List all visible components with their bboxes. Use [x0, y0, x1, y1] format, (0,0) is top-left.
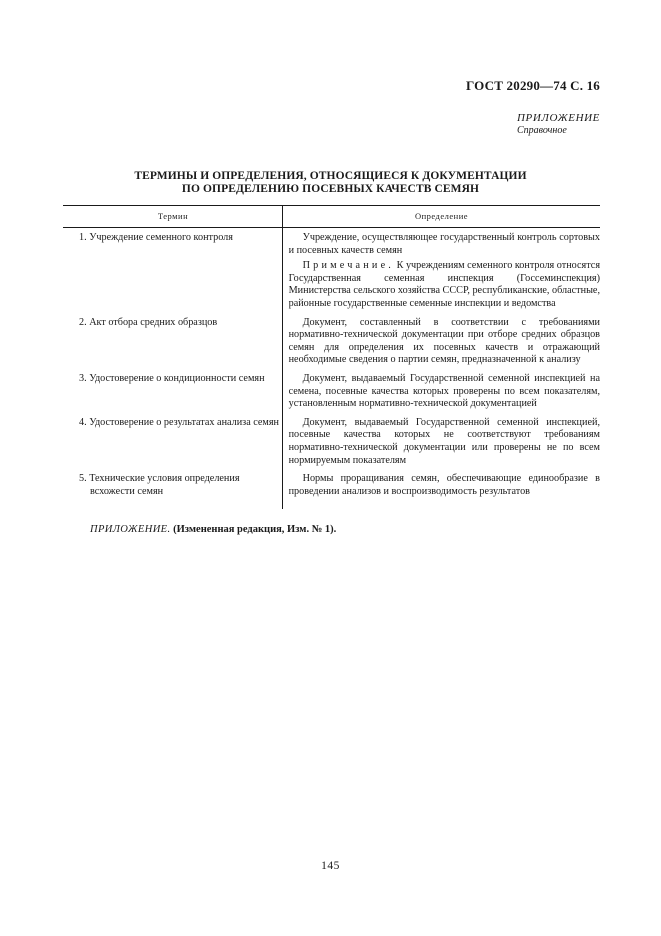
definition-text: Нормы проращивания семян, обеспечивающие единообразие в проведении анализов и воспроизводимость результатов: [288, 473, 600, 497]
definition-text: Документ, выдаваемый Государственной семенной инспекцией, посевные качества которых не соответствуют требованиям нормативно-технической документации или проверены не по всем нормируемым показателям: [288, 416, 600, 466]
appendix-label-block: [517, 112, 600, 136]
term-cell: [63, 232, 283, 311]
term-text: 5. Технические условия определения всхожести семян: [79, 473, 240, 497]
definition-text: Документ, составленный в соответствии с требованиями нормативно-технической документации при отборе средних образцов семян для определения их посевных качеств и отражающий необходимые сведения о партии семян, предназначенной к анализу: [288, 316, 600, 366]
amendment-footnote: [90, 524, 336, 535]
table-body: [63, 228, 600, 498]
note-text: К учреждениям семенного контроля относятся Государственная семенная инспекция (Госсеминспекция) Министерства сельского хозяйства СССР, республиканские, областные, районные государственные семенные инспекции и ведомства: [288, 260, 600, 309]
term-cell: [63, 317, 283, 367]
term-text: 4. Удостоверение о результатах анализа семян: [79, 416, 280, 428]
definition-cell: [283, 373, 600, 411]
header-definition: Определение: [414, 211, 469, 221]
term-cell: [63, 417, 283, 467]
term-cell: [63, 373, 283, 411]
appendix-title: ПРИЛОЖЕНИЕ: [517, 112, 600, 124]
table-row: [63, 373, 600, 411]
term-text: 1. Учреждение семенного контроля: [79, 232, 233, 243]
term-cell: [63, 473, 283, 498]
definition-text: Документ, выдаваемый Государственной семенной инспекцией на семена, посевные качества которых проверены по всем показателям, установленным нормативно-технической документацией: [288, 372, 600, 410]
footnote-text: (Измененная редакция, Изм. № 1).: [170, 524, 337, 535]
table-row: [63, 317, 600, 367]
header-term: Термин: [157, 211, 189, 221]
document-reference-header: ГОСТ 20290—74 С. 16: [466, 78, 600, 93]
definition-cell: [283, 473, 600, 498]
footnote-label: ПРИЛОЖЕНИЕ.: [90, 524, 171, 535]
terms-table: [63, 205, 600, 504]
definition-cell: [283, 232, 600, 311]
table-row: [63, 417, 600, 467]
section-title: [0, 170, 661, 196]
section-title-line-1: ТЕРМИНЫ И ОПРЕДЕЛЕНИЯ, ОТНОСЯЩИЕСЯ К ДОКУМЕНТАЦИИ: [134, 170, 527, 182]
appendix-subtitle: Справочное: [517, 125, 567, 136]
definition-cell: [283, 317, 600, 367]
page-number: 145: [321, 860, 340, 872]
definition-cell: [283, 417, 600, 467]
table-row: [63, 473, 600, 498]
term-text: 3. Удостоверение о кондиционности семян: [79, 372, 265, 384]
table-row: [63, 232, 600, 311]
table-header-row: [63, 205, 600, 228]
note-label: Примечание.: [302, 260, 395, 272]
section-title-line-2: ПО ОПРЕДЕЛЕНИЮ ПОСЕВНЫХ КАЧЕСТВ СЕМЯН: [181, 183, 480, 195]
definition-text: Учреждение, осуществляющее государственный контроль сортовых и посевных качеств семян: [288, 232, 600, 256]
definition-note: [289, 260, 600, 310]
term-text: 2. Акт отбора средних образцов: [79, 316, 218, 328]
